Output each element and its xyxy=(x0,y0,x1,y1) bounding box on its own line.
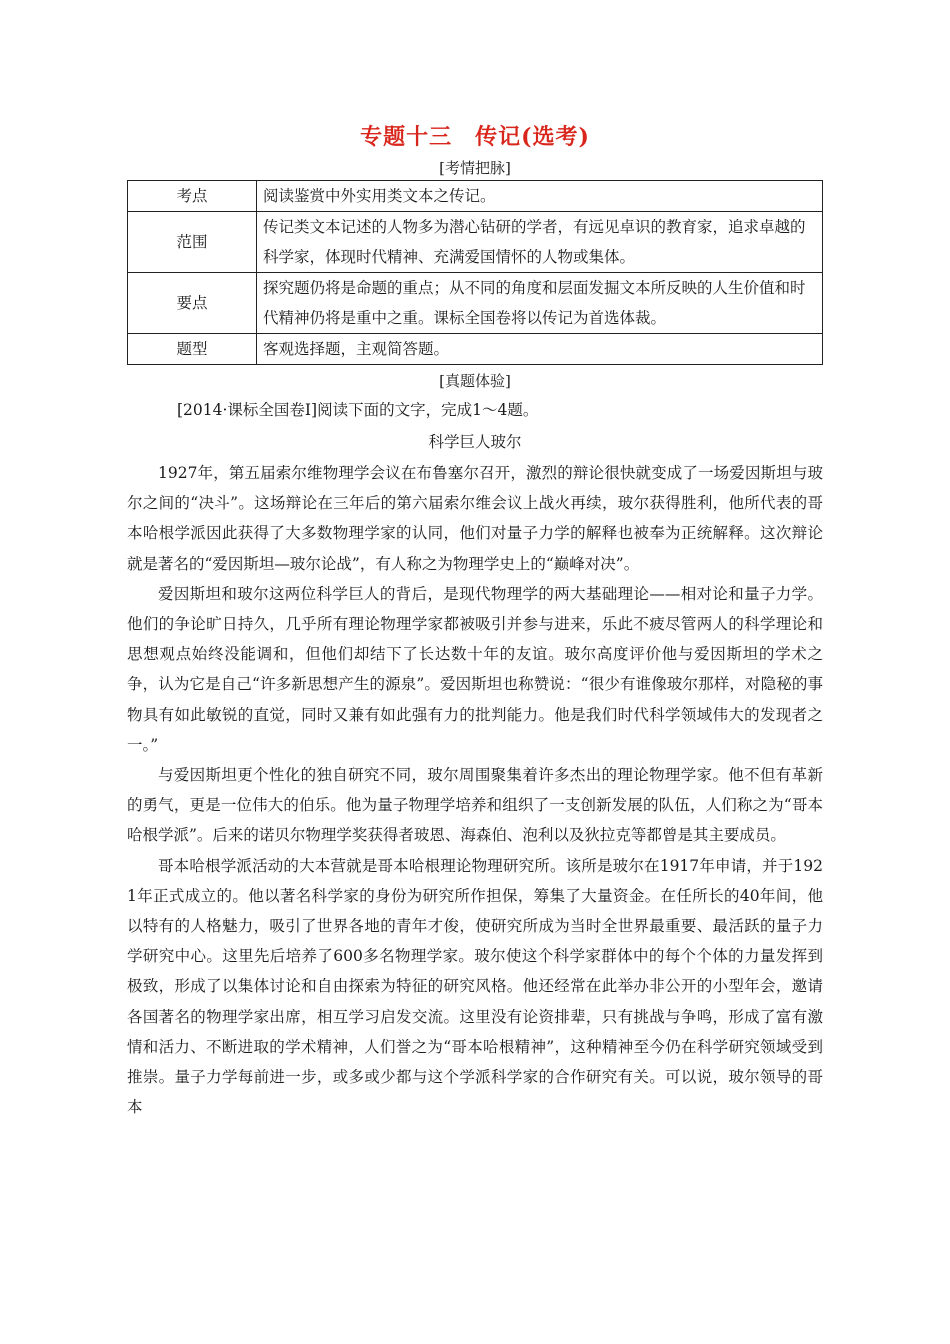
essay-body xyxy=(127,458,823,1122)
essay-paragraph: 与爱因斯坦更个性化的独自研究不同，玻尔周围聚集着许多杰出的理论物理学家。他不但有革新的勇气，更是一位伟大的伯乐。他为量子物理学培养和组织了一支创新发展的队伍，人们称之为“哥本哈根学派”。后来的诺贝尔物理学奖获得者玻恩、海森伯、泡利以及狄拉克等都曾是其主要成员。 xyxy=(127,766,823,845)
table-value: 传记类文本记述的人物多为潜心钻研的学者，有远见卓识的教育家，追求卓越的科学家，体现时代精神、充满爱国情怀的人物或集体。 xyxy=(257,212,823,273)
table-value: 探究题仍将是命题的重点；从不同的角度和层面发掘文本所反映的人生价值和时代精神仍将是重中之重。课标全国卷将以传记为首选体裁。 xyxy=(257,273,823,334)
essay-paragraph: 1927年，第五届索尔维物理学会议在布鲁塞尔召开，激烈的辩论很快就变成了一场爱因斯坦与玻尔之间的“决斗”。这场辩论在三年后的第六届索尔维会议上战火再续，玻尔获得胜利，他所代表的哥本哈根学派因此获得了大多数物理学家的认同，他们对量子力学的解释也被奉为正统解释。这次辩论就是著名的“爱因斯坦—玻尔论战”，有人称之为物理学史上的“巅峰对决”。 xyxy=(127,464,823,573)
essay-paragraph: 哥本哈根学派活动的大本营就是哥本哈根理论物理研究所。该所是玻尔在1917年申请，并于1921年正式成立的。他以著名科学家的身份为研究所作担保，筹集了大量资金。在任所长的40年间，他以特有的人格魅力，吸引了世界各地的青年才俊，使研究所成为当时全世界最重要、最活跃的量子力学研究中心。这里先后培养了600多名物理学家。玻尔使这个科学家群体中的每个个体的力量发挥到极致，形成了以集体讨论和自由探索为特征的研究风格。他还经常在此举办非公开的小型年会，邀请各国著名的物理学家出席，相互学习启发交流。这里没有论资排辈，只有挑战与争鸣，形成了富有激情和活力、不断进取的学术精神，人们誉之为“哥本哈根精神”，这种精神至今仍在科学研究领域受到推崇。量子力学每前进一步，或多或少都与这个学派科学家的合作研究有关。可以说，玻尔领导的哥本 xyxy=(127,856,823,1117)
essay-title: 科学巨人玻尔 xyxy=(428,433,522,451)
section-heading-real-exam: [真题体验] xyxy=(439,372,511,390)
table-row xyxy=(128,273,823,334)
question-intro: [2014·课标全国卷Ⅰ]阅读下面的文字，完成1～4题。 xyxy=(177,401,539,419)
table-row xyxy=(128,334,823,365)
table-key: 范围 xyxy=(128,212,257,273)
table-key: 考点 xyxy=(128,181,257,212)
table-key: 题型 xyxy=(128,334,257,365)
table-value: 阅读鉴赏中外实用类文本之传记。 xyxy=(257,181,823,212)
table-key: 要点 xyxy=(128,273,257,334)
essay-paragraph: 爱因斯坦和玻尔这两位科学巨人的背后，是现代物理学的两大基础理论——相对论和量子力学。他们的争论旷日持久，几乎所有理论物理学家都被吸引并参与进来，乐此不疲尽管两人的科学理论和思想观点始终没能调和，但他们却结下了长达数十年的友谊。玻尔高度评价他与爱因斯坦的学术之争，认为它是自己“许多新思想产生的源泉”。爱因斯坦也称赞说：“很少有谁像玻尔那样，对隐秘的事物具有如此敏锐的直觉，同时又兼有如此强有力的批判能力。他是我们时代科学领域伟大的发现者之一。” xyxy=(127,584,823,754)
table-value: 客观选择题，主观简答题。 xyxy=(257,334,823,365)
page-title: 专题十三 传记(选考) xyxy=(360,124,590,150)
table-row xyxy=(128,212,823,273)
exam-info-table xyxy=(127,180,823,365)
table-row xyxy=(128,181,823,212)
section-heading-exam-analysis: [考情把脉] xyxy=(439,159,511,177)
